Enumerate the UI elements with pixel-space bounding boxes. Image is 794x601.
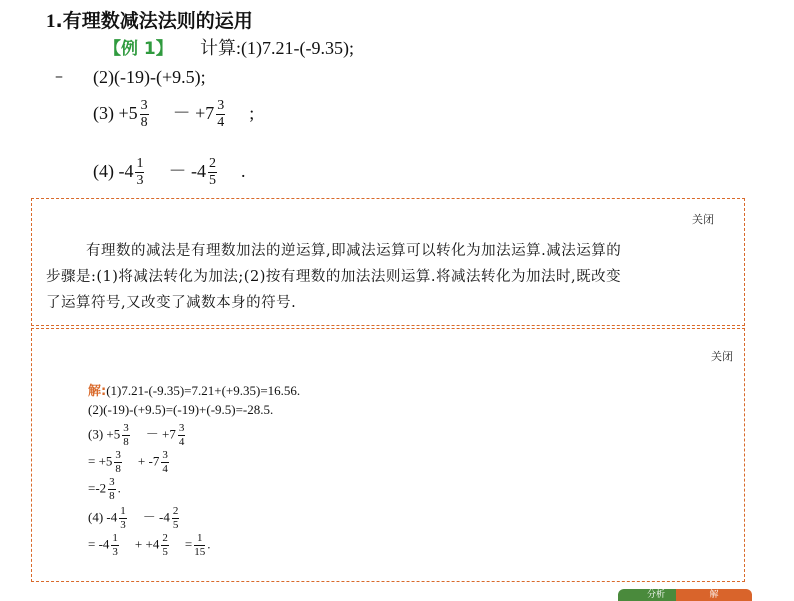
analysis-line: 步骤是:(1)将减法转化为加法;(2)按有理数的加法法则运算.将减法转化为加法时,既改变	[46, 269, 622, 285]
fraction: $\frac{3}{8}$	[140, 98, 148, 131]
analysis-close-button[interactable]: 关闭	[692, 213, 714, 226]
tab-analysis[interactable]: 分析	[618, 589, 694, 601]
section-number: 1	[46, 11, 56, 32]
fraction: $\frac{1}{15}$	[194, 532, 206, 558]
fraction: $\frac{3}{4}$	[162, 449, 168, 475]
fraction: $\frac{3}{4}$	[178, 422, 185, 448]
example-tag: 【例 1】	[104, 39, 173, 59]
solution-line-5: =-2 $\frac{3}{8}$ .	[88, 476, 121, 502]
example-line-4: (4) -4 $\frac{1}{3}$ － -4 $\frac{2}{5}$ .	[93, 156, 246, 189]
fraction: $\frac{2}{5}$	[172, 505, 179, 531]
fraction: $\frac{1}{3}$	[136, 156, 144, 189]
fraction: $\frac{3}{8}$	[123, 422, 129, 448]
fraction: $\frac{3}{8}$	[115, 449, 121, 475]
solution-line-7: = -4 $\frac{1}{3}$ + +4 $\frac{2}{5}$ = $\frac{1}{15}$ .	[88, 532, 211, 558]
tab-answer[interactable]: 解	[676, 589, 752, 601]
analysis-line: 有理数的减法是有理数加法的逆运算,即减法运算可以转化为加法运算.减法运算的	[86, 243, 622, 259]
solution-label: 解:	[88, 384, 107, 399]
fraction: $\frac{1}{3}$	[120, 505, 126, 531]
example-line-3: (3) +5 $\frac{3}{8}$ － +7 $\frac{3}{4}$ ;	[93, 98, 255, 131]
fraction: $\frac{3}{4}$	[217, 98, 225, 131]
section-title: .有理数减法法则的运用	[55, 10, 253, 32]
solution-line-1: 解:(1)7.21-(-9.35)=7.21+(+9.35)=16.56.	[88, 383, 301, 399]
fraction: $\frac{1}{3}$	[112, 532, 118, 558]
example-line-1: 计算:(1)7.21-(-9.35);	[200, 38, 354, 58]
solution-line-6: (4) -4 $\frac{1}{3}$ － -4 $\frac{2}{5}$	[88, 505, 179, 531]
example-line-2: (2)(-19)-(+9.5);	[93, 67, 206, 87]
fraction: $\frac{2}{5}$	[162, 532, 168, 558]
analysis-text	[46, 238, 732, 316]
analysis-line: 了运算符号,又改变了减数本身的符号.	[46, 295, 297, 311]
solution-close-button[interactable]: 关闭	[711, 350, 733, 363]
dash-mark-icon: –	[55, 66, 63, 85]
solution-line-3: (3) +5 $\frac{3}{8}$ － +7 $\frac{3}{4}$	[88, 422, 185, 448]
solution-line-2: (2)(-19)-(+9.5)=(-19)+(-9.5)=-28.5.	[88, 402, 274, 417]
fraction: $\frac{3}{8}$	[109, 476, 115, 502]
section-heading	[46, 6, 253, 33]
solution-line-4: = +5 $\frac{3}{8}$ + -7 $\frac{3}{4}$	[88, 449, 168, 475]
fraction: $\frac{2}{5}$	[208, 156, 216, 189]
